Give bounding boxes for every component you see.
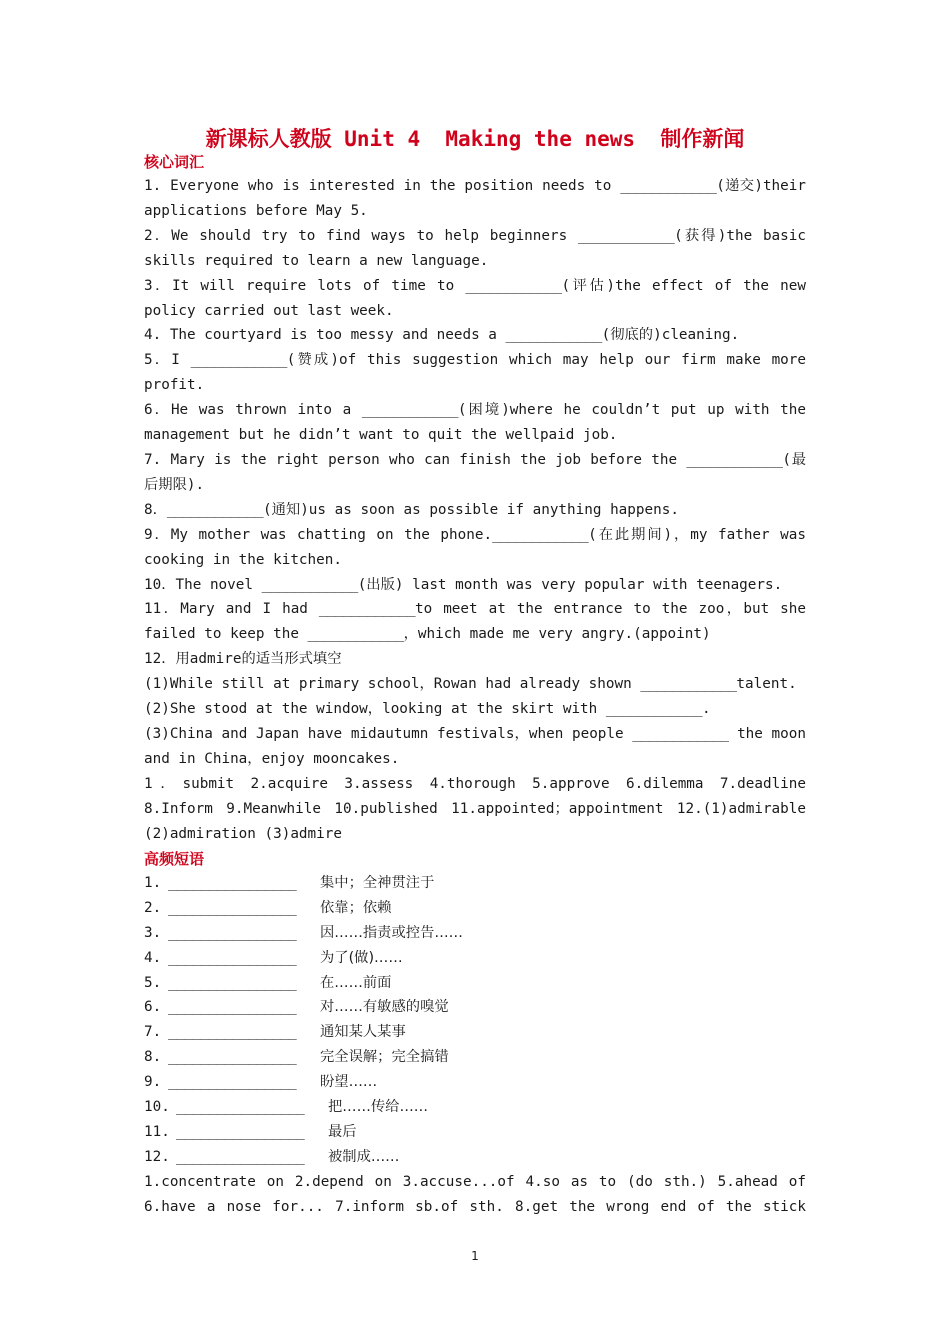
- answer-blank: ____________: [261, 576, 358, 593]
- page-number: 1: [471, 1249, 479, 1263]
- answer-blank: ____________: [577, 227, 675, 244]
- answer-blank: ________________: [176, 1148, 305, 1165]
- phrase-item: 11. ________________ 最后: [144, 1120, 806, 1145]
- section-heading-core-vocab: 核心词汇: [144, 153, 205, 171]
- vocab-item-9: 9．My mother was chatting on the phone.____________(在此期间)，my father was cooking in the kitchen.: [144, 526, 806, 568]
- answer-blank: ____________: [166, 501, 263, 518]
- vocab-item-3: 3．It will require lots of time to ____________(评估)the effect of the new policy carried out last week.: [144, 277, 806, 319]
- vocab-item-12-sub-1: (1)While still at primary school，Rowan had already shown ____________talent.: [144, 676, 797, 693]
- vocab-item-4: 4. The courtyard is too messy and needs a ____________(彻底的)cleaning.: [144, 327, 740, 344]
- answer-blank: ____________: [307, 626, 404, 643]
- answer-blank: ________________: [168, 999, 297, 1016]
- answer-blank: ____________: [605, 701, 702, 718]
- phrase-item: 3. ________________ 因……指责或控告……: [144, 921, 806, 946]
- answer-blank: ____________: [361, 402, 458, 419]
- answer-blank: ____________: [465, 277, 562, 294]
- section-heading-phrases: 高频短语: [144, 850, 205, 868]
- answer-blank: ____________: [318, 601, 415, 618]
- vocab-item-12-heading: 12．用admire的适当形式填空: [144, 651, 342, 668]
- vocab-item-11: 11．Mary and I had ____________to meet at the entrance to the zoo，but she failed to keep the ____________，which made me very angry.(appoint): [144, 601, 807, 643]
- phrase-item: 2. ________________ 依靠；依赖: [144, 896, 806, 921]
- answer-blank: ____________: [492, 526, 589, 543]
- phrases-list: [144, 871, 806, 1220]
- phrase-item: 12. ________________ 被制成……: [144, 1145, 806, 1170]
- phrase-item: 10. ________________ 把……传给……: [144, 1095, 806, 1120]
- phrase-item: 5. ________________ 在……前面: [144, 971, 806, 996]
- vocab-item-7: 7. Mary is the right person who can finish the job before the ____________(最后期限).: [144, 451, 806, 493]
- answer-blank: ____________: [190, 352, 287, 369]
- core-vocab-list: [144, 174, 806, 846]
- vocab-item-5: 5．I ____________(赞成)of this suggestion which may help our firm make more profit.: [144, 352, 806, 394]
- vocab-item-1: 1. Everyone who is interested in the position needs to ____________(递交)their applications before May 5.: [144, 178, 806, 219]
- vocab-item-8: 8．____________(通知)us as soon as possible if anything happens.: [144, 501, 679, 518]
- page-title: 新课标人教版 Unit 4 Making the news 制作新闻: [205, 127, 745, 151]
- vocab-item-6: 6．He was thrown into a ____________(困境)where he couldn’t put up with the management but he didn’t want to quit the wellpaid job.: [144, 402, 806, 444]
- answer-blank: ________________: [176, 1123, 305, 1140]
- phrase-answer-key-line-2: 6.have a nose for... 7.inform sb.of sth. 8.get the wrong end of the stick: [144, 1198, 806, 1215]
- phrase-item: 4. ________________ 为了(做)……: [144, 946, 806, 971]
- phrase-item: 9. ________________ 盼望……: [144, 1070, 806, 1095]
- answer-blank: ________________: [168, 949, 297, 966]
- vocab-item-12-sub-3: (3)China and Japan have midautumn festivals，when people ____________ the moon and in China，enjoy mooncakes.: [144, 725, 806, 767]
- phrase-answer-key-line-1: 1.concentrate on 2.depend on 3.accuse...of 4.so as to (do sth.) 5.ahead of: [144, 1173, 806, 1190]
- vocab-item-2: 2．We should try to find ways to help beginners ____________(获得)the basic skills required to learn a new language.: [144, 227, 806, 269]
- answer-blank: ____________: [620, 178, 717, 194]
- answer-blank: ____________: [686, 451, 783, 468]
- answer-blank: ____________: [640, 676, 737, 693]
- answer-blank: ________________: [168, 924, 297, 941]
- answer-blank: ________________: [168, 1024, 297, 1041]
- answer-blank: ________________: [168, 875, 297, 891]
- vocab-item-10: 10．The novel ____________(出版) last month was very popular with teenagers.: [144, 576, 783, 593]
- phrase-item: 7. ________________ 通知某人某事: [144, 1020, 806, 1045]
- answer-blank: ________________: [168, 1074, 297, 1091]
- answer-blank: ________________: [168, 899, 297, 916]
- vocab-item-12-sub-2: (2)She stood at the window，looking at the skirt with ____________.: [144, 701, 711, 718]
- phrase-item: 8. ________________ 完全误解；完全搞错: [144, 1045, 806, 1070]
- answer-blank: ________________: [168, 974, 297, 991]
- vocab-answer-key: 1．submit 2.acquire 3.assess 4.thorough 5.approve 6.dilemma 7.deadline 8.Inform 9.Meanwhile 10.published 11.appointed；appointment 12.(1)admirable (2)admiration (3)admire: [144, 775, 806, 842]
- answer-blank: ____________: [505, 327, 602, 344]
- answer-blank: ________________: [176, 1099, 305, 1116]
- answer-blank: ________________: [168, 1049, 297, 1066]
- phrase-item: 1. ________________ 集中；全神贯注于: [144, 871, 806, 896]
- phrase-item: 6. ________________ 对……有敏感的嗅觉: [144, 995, 806, 1020]
- answer-blank: ____________: [632, 725, 729, 742]
